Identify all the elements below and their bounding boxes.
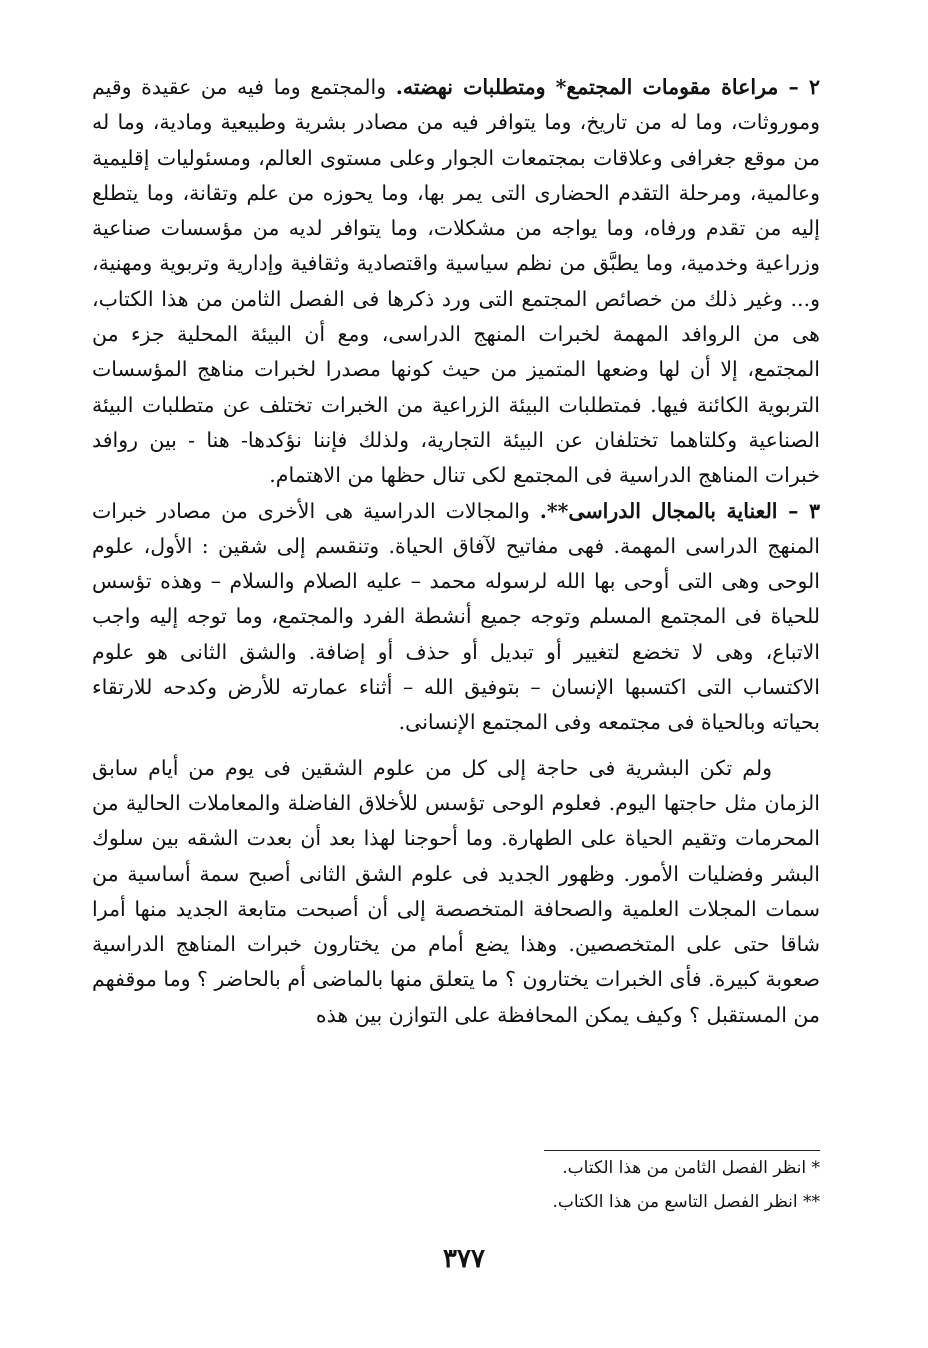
footnote-2: ** انظر الفصل التاسع من هذا الكتاب. xyxy=(552,1192,820,1212)
footnote-1: * انظر الفصل الثامن من هذا الكتاب. xyxy=(562,1158,820,1178)
section-3-heading: ٣ – العناية بالمجال الدراسى**. xyxy=(539,498,820,523)
paragraph-section-3 xyxy=(92,494,820,741)
section-2-heading: ٢ – مراعاة مقومات المجتمع* ومتطلبات نهضته. xyxy=(395,75,820,99)
paragraph-3: ولم تكن البشرية فى حاجة إلى كل من علوم الشقين فى يوم من أيام سابق الزمان مثل حاجتها اليوم. فعلوم الوحى تؤسس للأخلاق الفاضلة والمعاملات الحالية من المحرمات وتقيم الحياة على الطهارة. وما أحوجنا لهذا بعد أن بعدت الشقه بين سلوك البشر وفضليات الأمور. وظهور الجديد فى علوم الشق الثانى أصبح سمة أساسية من سمات المجلات العلمية والصحافة المتخصصة إلى أن أصبحت متابعة الجديد منها أمرا شاقا حتى على المتخصصين. وهذا يضع أمام من يختارون خبرات المناهج الدراسية صعوبة كبيرة. فأى الخبرات يختارون ؟ ما يتعلق منها بالماضى أم بالحاضر ؟ وما موقفهم من المستقبل ؟ وكيف يمكن المحافظة على التوازن بين هذه xyxy=(92,755,820,1027)
section-3-body: والمجالات الدراسية هى الأخرى من مصادر خبرات المنهج الدراسى المهمة. فهى مفاتيح لآفاق الحياة. وتنقسم إلى شقين : الأول، علوم الوحى وهى التى أوحى بها الله لرسوله محمد – عليه الصلام والسلام – وهذه تؤسس للحياة فى المجتمع المسلم وتوجه جميع أنشطة الفرد والمجتمع، وما توجه إليه واجب الاتباع، وهى لا تخضع لتغيير أو تبديل أو حذف أو إضافة. والشق الثانى هو علوم الاكتساب التى اكتسبها الإنسان – بتوفيق الله – أثناء عمارته للأرض وكدحه للارتقاء بحياته وبالحياة فى مجتمعه وفى المجتمع الإنسانى. xyxy=(92,498,820,735)
page-number: ٣٧٧ xyxy=(443,1244,485,1274)
footnote-divider xyxy=(544,1150,820,1151)
paragraph-section-2 xyxy=(92,70,820,494)
section-2-body: والمجتمع وما فيه من عقيدة وقيم وموروثات، وما له من تاريخ، وما يتوافر فيه من مصادر بشرية وطبيعية ومادية، وما له من موقع جغرافى وعلاقات بمجتمعات الجوار وعلى مستوى العالم، ومسئوليات إقليمية وعالمية، ومرحلة التقدم الحضارى التى يمر بها، وما يحوزه من علم وتقانة، وما يتطلع إليه من تقدم ورفاه، وما يواجه من مشكلات، وما يتوافر لديه من مؤسسات صناعية وزراعية وخدمية، وما يطبَّق من نظم سياسية واقتصادية وثقافية وإدارية وتربوية ومهنية، و... وغير ذلك من خصائص المجتمع التى ورد ذكرها فى الفصل الثامن من هذا الكتاب، هى من الروافد المهمة لخبرات المنهج الدراسى، ومع أن البيئة المحلية جزء من المجتمع، إلا أن لها وضعها المتميز من حيث كونها مصدرا لخبرات مناهج المؤسسات التربوية الكائنة فيها. فمتطلبات البيئة الزراعية من الخبرات تختلف عن متطلبات البيئة الصناعية وكلتاهما تختلفان عن البيئة التجارية، ولذلك فإننا نؤكدها- هنا - بين روافد خبرات المناهج الدراسية فى المجتمع لكى تنال حظها من الاهتمام. xyxy=(92,75,820,488)
